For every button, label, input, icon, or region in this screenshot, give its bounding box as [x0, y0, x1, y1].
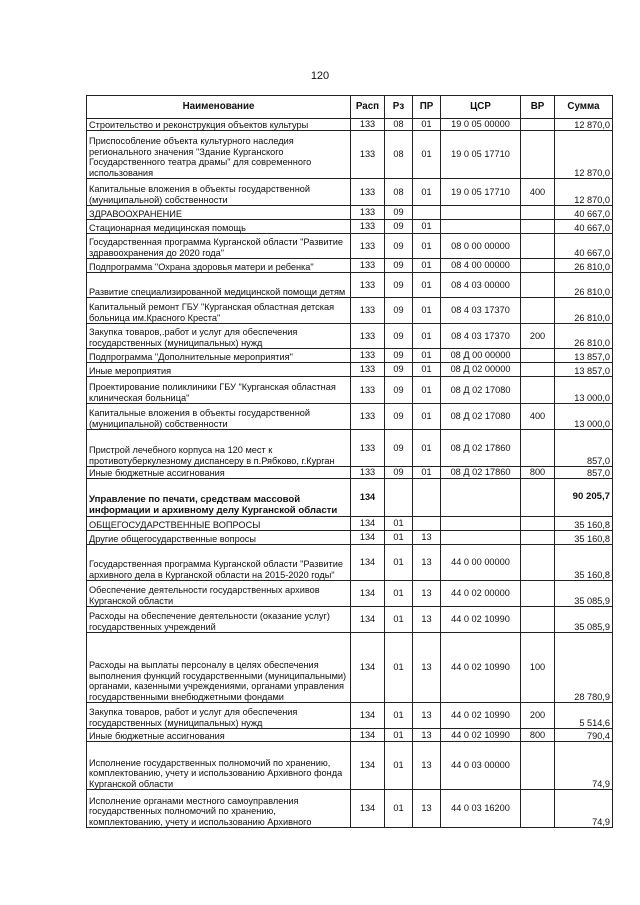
cell-csr: [441, 479, 521, 517]
cell-rasp: 133: [351, 273, 385, 298]
cell-name: Стационарная медицинская помощь: [87, 220, 351, 234]
cell-sum: 857,0: [555, 430, 613, 467]
cell-csr: 19 0 05 17710: [441, 179, 521, 206]
cell-vr: 200: [521, 324, 555, 349]
cell-name: Управление по печати, средствам массовой информации и архивному делу Курганской области: [87, 479, 351, 517]
cell-rz: 09: [385, 404, 413, 430]
cell-rasp: 133: [351, 206, 385, 220]
header-rz: Рз: [385, 96, 413, 119]
page-number: 120: [310, 70, 330, 82]
cell-csr: 08 Д 00 00000: [441, 349, 521, 363]
cell-rz: [385, 479, 413, 517]
cell-csr: 44 0 03 16200: [441, 790, 521, 828]
cell-sum: 12 870,0: [555, 131, 613, 179]
cell-rasp: 133: [351, 404, 385, 430]
table-row: [87, 298, 613, 324]
header-pr: ПР: [413, 96, 441, 119]
cell-rz: 08: [385, 179, 413, 206]
cell-pr: 01: [413, 220, 441, 234]
cell-name: Расходы на обеспечение деятельности (оказание услуг) государственных учреждений: [87, 607, 351, 633]
table-row: [87, 531, 613, 545]
cell-csr: [441, 517, 521, 531]
cell-sum: 74,9: [555, 790, 613, 828]
cell-rasp: 134: [351, 581, 385, 607]
table-row: [87, 703, 613, 729]
cell-rasp: 134: [351, 531, 385, 545]
cell-name: Подпрограмма "Охрана здоровья матери и ребенка": [87, 259, 351, 273]
cell-csr: 08 Д 02 17860: [441, 467, 521, 479]
cell-rz: 01: [385, 545, 413, 581]
table-row: [87, 545, 613, 581]
cell-name: Проектирование поликлиники ГБУ "Курганская областная клиническая больница": [87, 377, 351, 404]
cell-pr: 01: [413, 131, 441, 179]
cell-pr: [413, 479, 441, 517]
cell-csr: 44 0 02 10990: [441, 607, 521, 633]
cell-rz: 09: [385, 234, 413, 259]
cell-rasp: 134: [351, 729, 385, 742]
cell-pr: 13: [413, 531, 441, 545]
cell-rasp: 133: [351, 349, 385, 363]
cell-csr: 08 Д 02 17080: [441, 404, 521, 430]
table-row: [87, 349, 613, 363]
cell-pr: 01: [413, 467, 441, 479]
header-csr: ЦСР: [441, 96, 521, 119]
cell-rasp: 133: [351, 377, 385, 404]
cell-vr: [521, 131, 555, 179]
cell-rasp: 134: [351, 607, 385, 633]
table-row: [87, 363, 613, 377]
cell-name: Капитальные вложения в объекты государственной (муниципальной) собственности: [87, 179, 351, 206]
cell-pr: 13: [413, 633, 441, 703]
table-body: [87, 119, 613, 828]
table-row: [87, 430, 613, 467]
cell-name: Государственная программа Курганской области "Развитие архивного дела в Курганской области на 2015-2020 годы": [87, 545, 351, 581]
cell-sum: 40 667,0: [555, 234, 613, 259]
cell-pr: 01: [413, 349, 441, 363]
cell-pr: [413, 517, 441, 531]
cell-vr: [521, 363, 555, 377]
cell-name: Закупка товаров,.работ и услуг для обеспечения государственных (муниципальных) нужд: [87, 324, 351, 349]
cell-csr: 08 0 00 00000: [441, 234, 521, 259]
cell-rasp: 134: [351, 633, 385, 703]
cell-sum: 35 160,8: [555, 517, 613, 531]
table-row: [87, 404, 613, 430]
cell-pr: 13: [413, 729, 441, 742]
cell-csr: 44 0 02 00000: [441, 581, 521, 607]
cell-pr: 13: [413, 607, 441, 633]
cell-name: Капитальные вложения в объекты государственной (муниципальной) собственности: [87, 404, 351, 430]
cell-name: ЗДРАВООХРАНЕНИЕ: [87, 206, 351, 220]
cell-pr: 01: [413, 430, 441, 467]
cell-sum: 790,4: [555, 729, 613, 742]
table-row: [87, 131, 613, 179]
cell-rasp: 133: [351, 430, 385, 467]
cell-vr: [521, 259, 555, 273]
cell-sum: 12 870,0: [555, 119, 613, 131]
table-row: [87, 119, 613, 131]
cell-name: Государственная программа Курганской области "Развитие здравоохранения до 2020 года": [87, 234, 351, 259]
cell-vr: [521, 273, 555, 298]
cell-rasp: 133: [351, 131, 385, 179]
cell-sum: 35 085,9: [555, 607, 613, 633]
cell-rasp: 134: [351, 703, 385, 729]
cell-rz: 09: [385, 273, 413, 298]
cell-pr: 13: [413, 581, 441, 607]
table-row: [87, 517, 613, 531]
budget-table: [86, 95, 613, 828]
cell-rasp: 134: [351, 742, 385, 790]
cell-csr: 44 0 02 10990: [441, 633, 521, 703]
cell-pr: 01: [413, 298, 441, 324]
cell-rasp: 133: [351, 324, 385, 349]
cell-csr: 19 0 05 00000: [441, 119, 521, 131]
cell-sum: 26 810,0: [555, 298, 613, 324]
table-row: [87, 790, 613, 828]
header-name: Наименование: [87, 96, 351, 119]
cell-sum: 35 160,8: [555, 545, 613, 581]
cell-sum: 35 085,9: [555, 581, 613, 607]
cell-name: Развитие специализированной медицинской помощи детям: [87, 273, 351, 298]
table-row: [87, 179, 613, 206]
cell-rz: 01: [385, 607, 413, 633]
cell-rz: 09: [385, 220, 413, 234]
cell-pr: 13: [413, 790, 441, 828]
cell-vr: 400: [521, 404, 555, 430]
cell-vr: [521, 377, 555, 404]
cell-rz: 09: [385, 363, 413, 377]
cell-pr: 01: [413, 259, 441, 273]
cell-rz: 01: [385, 581, 413, 607]
table-row: [87, 607, 613, 633]
cell-rasp: 133: [351, 179, 385, 206]
cell-pr: 01: [413, 404, 441, 430]
cell-rz: 09: [385, 259, 413, 273]
cell-vr: 400: [521, 179, 555, 206]
cell-name: Капитальный ремонт ГБУ "Курганская областная детская больница им.Красного Креста": [87, 298, 351, 324]
cell-name: Иные бюджетные ассигнования: [87, 467, 351, 479]
cell-pr: 13: [413, 742, 441, 790]
cell-sum: 40 667,0: [555, 206, 613, 220]
cell-name: Строительство и реконструкция объектов культуры: [87, 119, 351, 131]
cell-sum: 90 205,7: [555, 479, 613, 517]
cell-vr: [521, 790, 555, 828]
cell-csr: 08 4 03 17370: [441, 324, 521, 349]
cell-csr: 08 Д 02 17080: [441, 377, 521, 404]
cell-sum: 26 810,0: [555, 324, 613, 349]
cell-vr: [521, 581, 555, 607]
cell-pr: 01: [413, 119, 441, 131]
cell-vr: [521, 607, 555, 633]
cell-rasp: 133: [351, 467, 385, 479]
cell-name: Другие общегосударственные вопросы: [87, 531, 351, 545]
cell-rz: 09: [385, 298, 413, 324]
cell-vr: [521, 349, 555, 363]
table-row: [87, 581, 613, 607]
table-row: [87, 273, 613, 298]
cell-pr: 01: [413, 377, 441, 404]
cell-csr: [441, 220, 521, 234]
table-row: [87, 377, 613, 404]
cell-vr: [521, 545, 555, 581]
cell-vr: [521, 742, 555, 790]
cell-csr: [441, 531, 521, 545]
table-row: [87, 324, 613, 349]
cell-rasp: 133: [351, 220, 385, 234]
cell-sum: 12 870,0: [555, 179, 613, 206]
cell-rz: 09: [385, 206, 413, 220]
cell-name: Приспособление объекта культурного наследия регионального значения "Здание Курганского Государственного театра драмы" для современного использования: [87, 131, 351, 179]
cell-sum: 13 000,0: [555, 377, 613, 404]
cell-vr: 200: [521, 703, 555, 729]
cell-pr: 01: [413, 363, 441, 377]
cell-name: Пристрой лечебного корпуса на 120 мест к противотуберкулезному диспансеру в п.Рябково, г.Курган: [87, 430, 351, 467]
cell-vr: [521, 517, 555, 531]
cell-name: Подпрограмма "Дополнительные мероприятия": [87, 349, 351, 363]
table-row: [87, 729, 613, 742]
cell-pr: [413, 206, 441, 220]
cell-csr: 08 4 03 00000: [441, 273, 521, 298]
cell-pr: 01: [413, 273, 441, 298]
cell-vr: 800: [521, 729, 555, 742]
cell-rz: 01: [385, 517, 413, 531]
cell-csr: [441, 206, 521, 220]
table-header: [87, 96, 613, 119]
table-row: [87, 220, 613, 234]
cell-sum: 74,9: [555, 742, 613, 790]
cell-vr: 100: [521, 633, 555, 703]
cell-csr: 44 0 00 00000: [441, 545, 521, 581]
table-row: [87, 633, 613, 703]
cell-rasp: 133: [351, 363, 385, 377]
cell-sum: 13 000,0: [555, 404, 613, 430]
cell-name: Обеспечение деятельности государственных архивов Курганской области: [87, 581, 351, 607]
cell-pr: 01: [413, 324, 441, 349]
header-sum: Сумма: [555, 96, 613, 119]
cell-rz: 01: [385, 742, 413, 790]
cell-vr: [521, 119, 555, 131]
cell-sum: 26 810,0: [555, 259, 613, 273]
cell-vr: [521, 220, 555, 234]
cell-sum: 5 514,6: [555, 703, 613, 729]
cell-name: Иные бюджетные ассигнования: [87, 729, 351, 742]
cell-sum: 40 667,0: [555, 220, 613, 234]
cell-csr: 44 0 03 00000: [441, 742, 521, 790]
cell-rz: 08: [385, 131, 413, 179]
table-row: [87, 479, 613, 517]
table-row: [87, 467, 613, 479]
cell-name: Расходы на выплаты персоналу в целях обеспечения выполнения функций государственными (муниципальными) органами, казенными учреждениями, органами управления государственными внебюджетными фондами: [87, 633, 351, 703]
cell-sum: 13 857,0: [555, 349, 613, 363]
cell-rz: 08: [385, 119, 413, 131]
cell-pr: 13: [413, 703, 441, 729]
cell-rasp: 133: [351, 119, 385, 131]
cell-name: Закупка товаров, работ и услуг для обеспечения государственных (муниципальных) нужд: [87, 703, 351, 729]
cell-vr: [521, 298, 555, 324]
cell-rz: 01: [385, 531, 413, 545]
cell-rz: 09: [385, 430, 413, 467]
cell-csr: 08 Д 02 00000: [441, 363, 521, 377]
table-row: [87, 234, 613, 259]
cell-rz: 01: [385, 790, 413, 828]
cell-csr: 19 0 05 17710: [441, 131, 521, 179]
cell-rz: 09: [385, 377, 413, 404]
cell-name: Иные мероприятия: [87, 363, 351, 377]
cell-rz: 09: [385, 324, 413, 349]
table-row: [87, 206, 613, 220]
cell-rasp: 134: [351, 545, 385, 581]
cell-vr: [521, 479, 555, 517]
cell-csr: 08 Д 02 17860: [441, 430, 521, 467]
header-row: [87, 96, 613, 119]
header-rasp: Расп: [351, 96, 385, 119]
cell-vr: [521, 206, 555, 220]
cell-rz: 09: [385, 349, 413, 363]
cell-csr: 08 4 00 00000: [441, 259, 521, 273]
header-vr: ВР: [521, 96, 555, 119]
cell-pr: 01: [413, 179, 441, 206]
cell-rz: 01: [385, 633, 413, 703]
cell-sum: 857,0: [555, 467, 613, 479]
cell-name: Исполнение органами местного самоуправления государственных полномочий по хранению, комплектованию, учету и использованию Архивного: [87, 790, 351, 828]
cell-csr: 44 0 02 10990: [441, 703, 521, 729]
cell-sum: 26 810,0: [555, 273, 613, 298]
cell-name: ОБЩЕГОСУДАРСТВЕННЫЕ ВОПРОСЫ: [87, 517, 351, 531]
cell-vr: [521, 430, 555, 467]
cell-vr: [521, 234, 555, 259]
cell-rasp: 134: [351, 479, 385, 517]
cell-name: Исполнение государственных полномочий по хранению, комплектованию, учету и использованию Архивного фонда Курганской области: [87, 742, 351, 790]
cell-rz: 01: [385, 729, 413, 742]
cell-sum: 35 160,8: [555, 531, 613, 545]
table-row: [87, 259, 613, 273]
cell-rasp: 134: [351, 517, 385, 531]
cell-rasp: 133: [351, 298, 385, 324]
cell-rasp: 133: [351, 259, 385, 273]
cell-sum: 13 857,0: [555, 363, 613, 377]
table-row: [87, 742, 613, 790]
cell-rz: 01: [385, 703, 413, 729]
cell-csr: 08 4 03 17370: [441, 298, 521, 324]
cell-rasp: 133: [351, 234, 385, 259]
cell-vr: 800: [521, 467, 555, 479]
cell-vr: [521, 531, 555, 545]
cell-sum: 28 780,9: [555, 633, 613, 703]
cell-rz: 09: [385, 467, 413, 479]
cell-csr: 44 0 02 10990: [441, 729, 521, 742]
cell-rasp: 134: [351, 790, 385, 828]
cell-pr: 13: [413, 545, 441, 581]
cell-pr: 01: [413, 234, 441, 259]
